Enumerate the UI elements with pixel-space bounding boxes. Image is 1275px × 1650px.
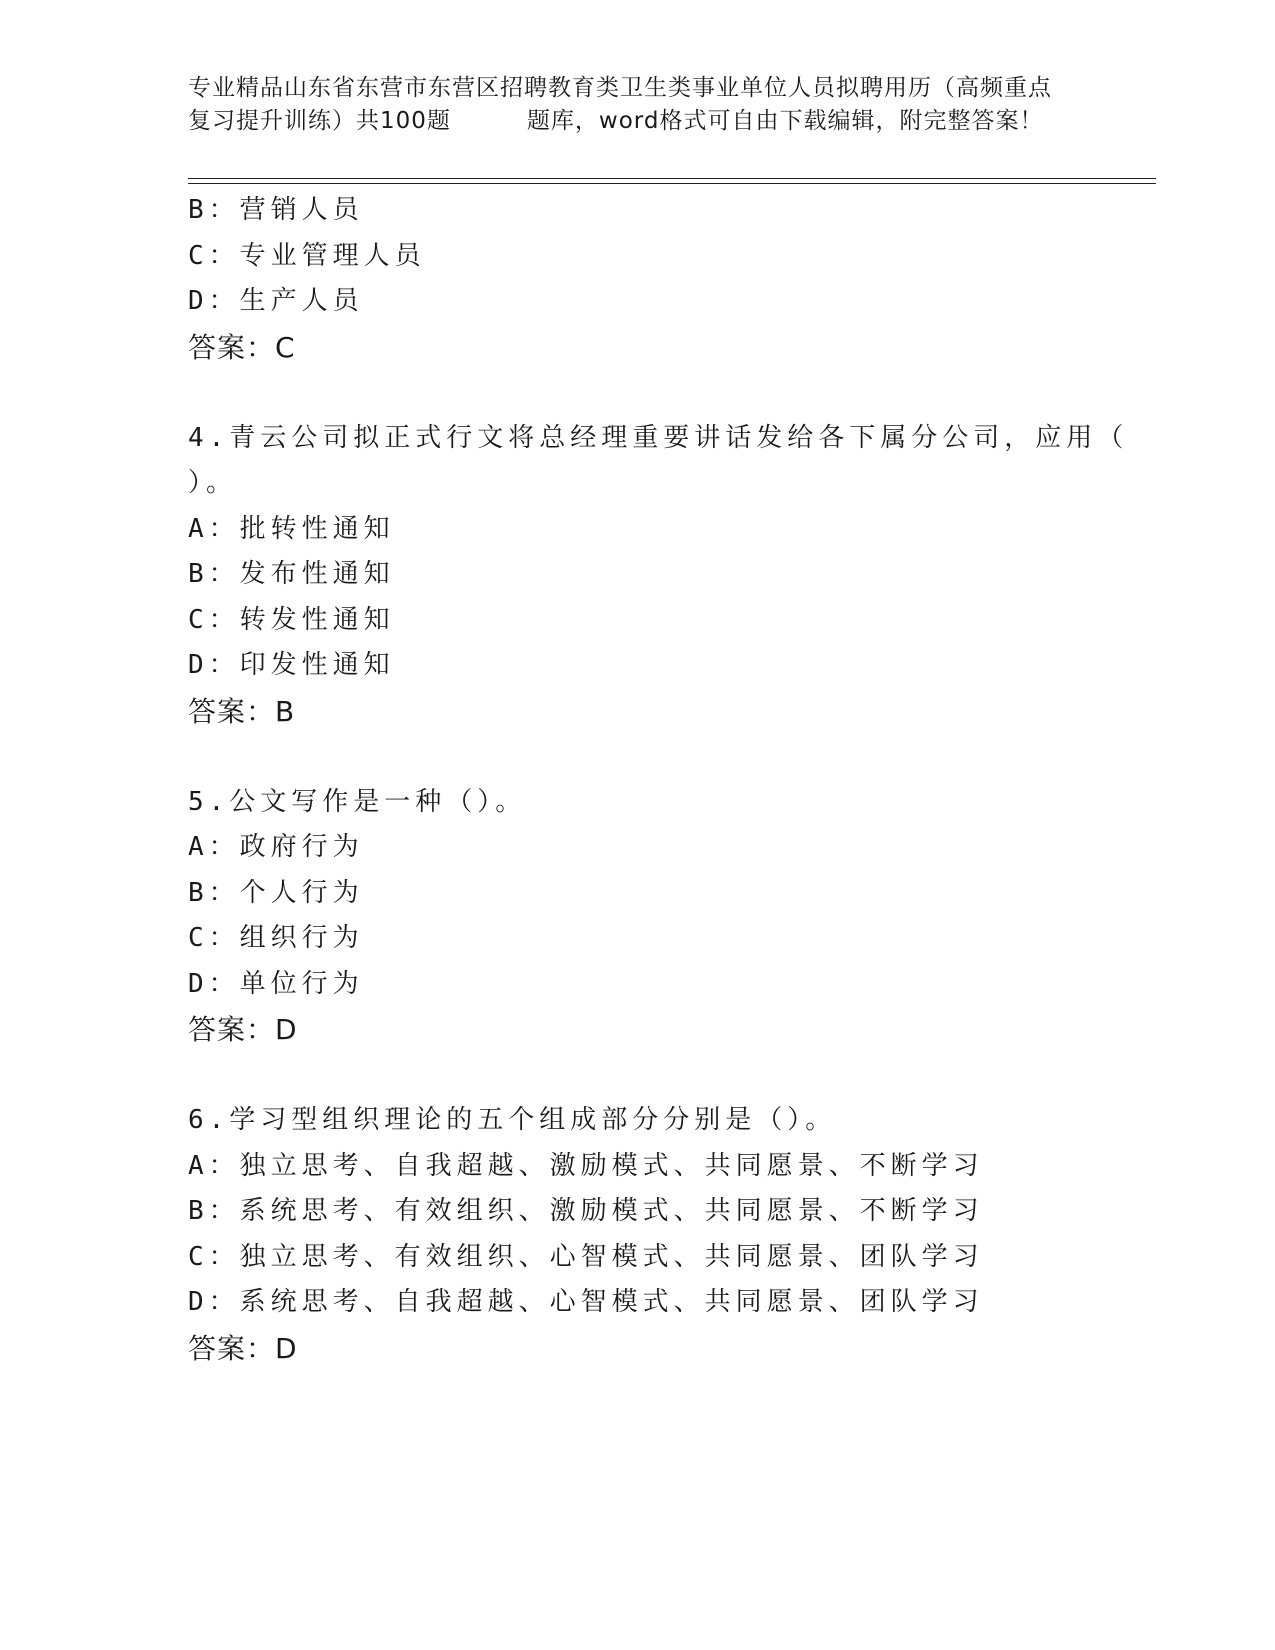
option-d: D：系统思考、自我超越、心智模式、共同愿景、团队学习 <box>188 1287 984 1317</box>
question-5 <box>188 780 1088 1053</box>
answer: 答案：C <box>188 330 296 364</box>
question-list <box>188 188 1129 1371</box>
answer: 答案：D <box>188 1331 298 1365</box>
header-title-line2 <box>188 105 1098 138</box>
question-6 <box>188 1098 1088 1371</box>
question-stem: 5.公文写作是一种（）。 <box>188 786 527 817</box>
option-d: D：生产人员 <box>188 286 364 316</box>
question-stem: 4.青云公司拟正式行文将总经理重要讲话发给各下属分公司，应用（ <box>188 422 1129 453</box>
header-title-line1: 专业精品山东省东营市东营区招聘教育类卫生类事业单位人员拟聘用历（高频重点 <box>188 75 1052 101</box>
header-title-line2-right: 题库，word格式可自由下载编辑，附完整答案！ <box>526 108 1044 134</box>
question-3-continued <box>188 188 1088 370</box>
answer: 答案：B <box>188 694 296 728</box>
option-b: B：营销人员 <box>188 195 364 225</box>
answer: 答案：D <box>188 1013 298 1046</box>
question-stem: 6.学习型组织理论的五个组成部分分别是（）。 <box>188 1105 837 1135</box>
header-divider-top <box>188 178 1156 179</box>
option-c: C：组织行为 <box>188 923 364 953</box>
option-b: B：个人行为 <box>188 877 364 908</box>
question-4 <box>188 416 1129 735</box>
page-header <box>188 72 1098 138</box>
option-c: C：独立思考、有效组织、心智模式、共同愿景、团队学习 <box>188 1241 984 1272</box>
option-d: D：单位行为 <box>188 968 364 999</box>
option-a: A：政府行为 <box>188 832 364 862</box>
option-c: C：转发性通知 <box>188 604 395 635</box>
option-a: A：批转性通知 <box>188 513 395 544</box>
option-a: A：独立思考、自我超越、激励模式、共同愿景、不断学习 <box>188 1150 984 1181</box>
option-d: D：印发性通知 <box>188 650 395 680</box>
option-b: B：发布性通知 <box>188 559 395 589</box>
option-b: B：系统思考、有效组织、激励模式、共同愿景、不断学习 <box>188 1196 984 1226</box>
option-c: C：专业管理人员 <box>188 240 426 271</box>
header-title-line2-left: 复习提升训练）共100题 <box>188 108 451 134</box>
header-divider-bottom <box>188 183 1156 184</box>
question-stem-continued: ）。 <box>188 468 238 498</box>
